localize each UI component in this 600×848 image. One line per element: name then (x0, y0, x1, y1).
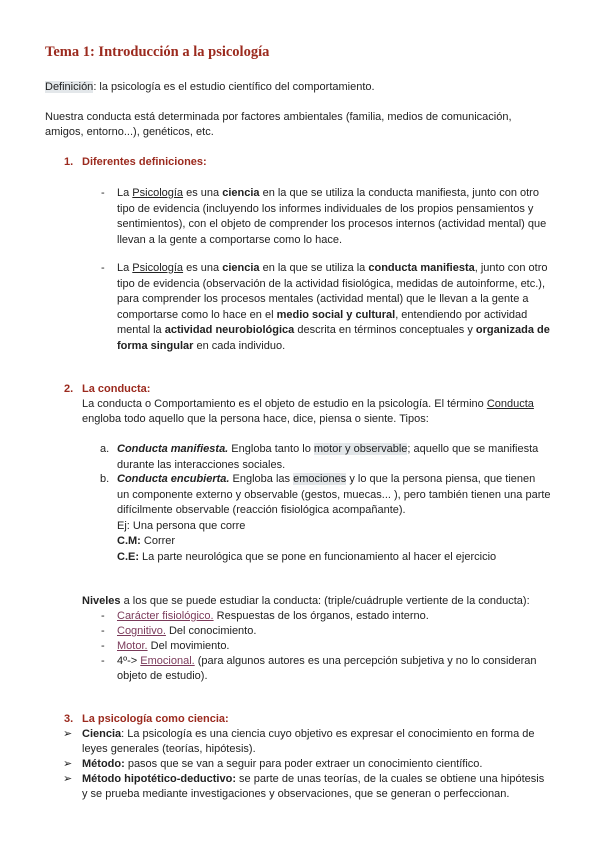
nivel-3-bullet: - (101, 640, 105, 652)
nivel-1: Carácter fisiológico. Respuestas de los órganos, estado interno. (117, 610, 429, 622)
item-2-line-3: para comprender los procesos mentales (actividad mental) que le llevan a la gente a (117, 293, 529, 305)
nivel-1-link[interactable]: Carácter fisiológico. (117, 610, 214, 622)
definition-text: : la psicología es el estudio científico del comportamiento. (93, 81, 375, 93)
definition (45, 80, 375, 96)
page-title: Tema 1: Introducción a la psicología (45, 44, 270, 60)
type-a-line-1: Conducta manifiesta. Engloba tanto lo motor y observable; aquello que se manifiesta (117, 443, 539, 455)
section-1-item-1-bullet: - (101, 187, 105, 199)
nivel-3-link[interactable]: Motor. (117, 640, 148, 652)
nivel-4-link[interactable]: Emocional. (140, 655, 195, 667)
type-b (117, 472, 567, 565)
mhd-line-1: Método hipotético-deductivo: se parte de unas teorías, de la cuales se obtiene una hipótesis (82, 773, 545, 785)
nivel-2: Cognitivo. Del conocimiento. (117, 625, 257, 637)
type-b-label: b. (100, 473, 110, 485)
definition-label: Definición (45, 81, 94, 93)
arrow-bullet-icon: ➢ (63, 728, 73, 740)
nivel-4: 4º-> Emocional. (para algunos autores es una percepción subjetiva y no lo consideran (117, 655, 537, 667)
section-1-number: 1. (64, 156, 74, 168)
intro-line-2: amigos, entorno...), genéticos, etc. (45, 126, 214, 138)
section-1-item-2-bullet: - (101, 262, 105, 274)
item-2-line-1: La Psicología es una ciencia en la que se utiliza la conducta manifiesta, junto con otro (117, 262, 548, 274)
item-2-line-5: mental la actividad neurobiológica descrita en términos conceptuales y organizada de (117, 324, 550, 336)
item-1-line-1: La Psicología es una ciencia en la que se utiliza la conducta manifiesta, junto con otro (117, 187, 539, 199)
section-1-item-1 (117, 186, 562, 248)
item-2-line-6: forma singular en cada individuo. (117, 339, 286, 352)
section-2-para-line-1: La conducta o Comportamiento es el objeto de estudio en la psicología. El término Conducta (82, 398, 534, 410)
cm-line: C.M: Correr (117, 535, 176, 547)
nivel-3: Motor. Del movimiento. (117, 640, 230, 652)
section-2-number: 2. (64, 383, 74, 395)
type-b-line-1: Conducta encubierta. Engloba las emociones y lo que la persona piensa, que tienen (117, 473, 536, 485)
section-1-item-2 (117, 261, 562, 354)
nivel-1-bullet: - (101, 610, 105, 622)
item-1-line-4: llevan a la gente a comportarse como lo hace. (117, 233, 343, 246)
type-a (117, 442, 567, 473)
nivel-4-line-2: objeto de estudio). (117, 670, 208, 682)
mhd-line-2: y se prueba mediante investigaciones y observaciones, que se generan o perfeccionan. (82, 788, 510, 800)
item-2-line-2: tipo de evidencia (observación de la actividad fisiológica, medidas de autoinforme, etc.), (117, 277, 546, 290)
ciencia-line-1: Ciencia: La psicología es una ciencia cuyo objetivo es expresar el conocimiento en forma de (82, 728, 535, 740)
type-b-line-3: difícilmente observable (reacción fisiológica acompañante). (117, 504, 406, 516)
ciencia-line-2: leyes generales (teorías, hipótesis). (82, 743, 256, 755)
arrow-bullet-icon: ➢ (63, 773, 73, 785)
type-a-line-2: durante las interacciones sociales. (117, 458, 286, 471)
nivel-4-bullet: - (101, 655, 105, 667)
item-2-line-4: comportarse como lo hace en el medio social y cultural, entendiendo por actividad (117, 308, 528, 321)
section-2-para-line-2: engloba todo aquello que la persona hace, dice, piensa o siente. Tipos: (82, 413, 429, 425)
metodo-line: Método: pasos que se van a seguir para poder extraer un conocimiento científico. (82, 758, 483, 770)
niveles-intro: Niveles a los que se puede estudiar la conducta: (triple/cuádruple vertiente de la conducta): (82, 595, 530, 607)
section-1-heading: Diferentes definiciones: (82, 156, 207, 168)
type-b-line-2: un componente externo y observable (gestos, muecas... ), pero también tienen una parte (117, 488, 551, 501)
section-3-number: 3. (64, 713, 74, 725)
ce-line: C.E: La parte neurológica que se pone en funcionamiento al hacer el ejercicio (117, 550, 497, 563)
arrow-bullet-icon: ➢ (63, 758, 73, 770)
type-a-label: a. (100, 443, 110, 455)
section-2-heading: La conducta: (82, 383, 151, 395)
example: Ej: Una persona que corre (117, 519, 246, 532)
intro-line-1: Nuestra conducta está determinada por factores ambientales (familia, medios de comunicación, (45, 111, 512, 123)
section-3-heading: La psicología como ciencia: (82, 713, 229, 725)
nivel-2-link[interactable]: Cognitivo. (117, 625, 166, 637)
item-1-line-2: tipo de evidencia (incluyendo los informes individuales de los propios pensamientos y (117, 202, 534, 215)
item-1-line-3: sentimientos), con el objeto de comprender los procesos internos (actividad mental) que (117, 218, 547, 230)
nivel-2-bullet: - (101, 625, 105, 637)
